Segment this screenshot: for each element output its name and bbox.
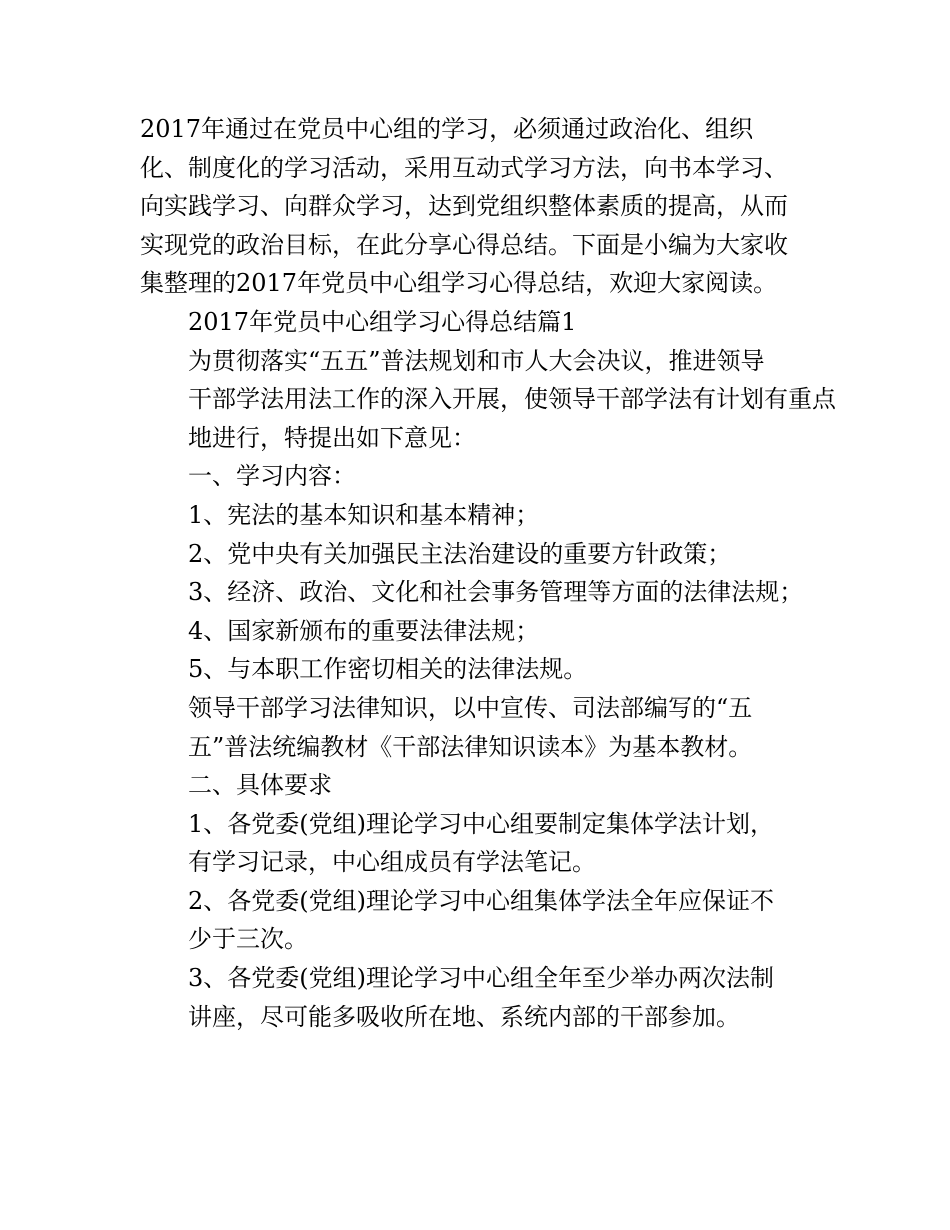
text-line: 领导干部学习法律知识，以中宣传、司法部编写的“五 xyxy=(188,693,753,722)
paragraph xyxy=(140,457,812,496)
text-line: 向实践学习、向群众学习，达到党组织整体素质的提高，从而 xyxy=(140,192,788,221)
paragraph xyxy=(140,303,812,342)
paragraph xyxy=(140,882,812,959)
paragraph xyxy=(140,342,836,458)
paragraph xyxy=(140,805,812,882)
text-line: 2017年通过在党员中心组的学习，必须通过政治化、组织 xyxy=(140,115,754,143)
text-line: 集整理的2017年党员中心组学习心得总结，欢迎大家阅读。 xyxy=(140,269,778,298)
text-line: 二、具体要求 xyxy=(188,771,332,800)
text-line: 1、各党委(党组)理论学习中心组要制定集体学法计划， xyxy=(188,809,774,838)
text-line: 3、各党委(党组)理论学习中心组全年至少举办两次法制 xyxy=(188,964,774,993)
text-line: 4、国家新颁布的重要法律法规； xyxy=(188,616,540,645)
text-line: 少于三次。 xyxy=(188,925,308,954)
text-line: 为贯彻落实“五五”普法规划和市人大会决议，推进领导 xyxy=(188,346,765,375)
text-line: 3、经济、政治、文化和社会事务管理等方面的法律法规； xyxy=(188,578,804,607)
paragraph xyxy=(140,496,812,535)
paragraph xyxy=(140,959,812,1036)
text-line: 五”普法统编教材《干部法律知识读本》为基本教材。 xyxy=(188,732,753,761)
paragraph xyxy=(140,535,812,574)
text-line: 2017年党员中心组学习心得总结篇1 xyxy=(188,307,577,336)
text-line: 有学习记录，中心组成员有学法笔记。 xyxy=(188,848,596,877)
text-line: 2、各党委(党组)理论学习中心组集体学法全年应保证不 xyxy=(188,886,774,915)
paragraph xyxy=(140,573,812,612)
paragraph xyxy=(140,766,812,805)
paragraph xyxy=(140,650,812,689)
text-line: 干部学法用法工作的深入开展，使领导干部学法有计划有重点 xyxy=(188,385,836,414)
text-line: 化、制度化的学习活动，采用互动式学习方法，向书本学习、 xyxy=(140,153,788,182)
text-line: 2、党中央有关加强民主法治建设的重要方针政策； xyxy=(188,539,732,568)
paragraph xyxy=(140,110,812,303)
text-line: 实现党的政治目标，在此分享心得总结。下面是小编为大家收 xyxy=(140,230,788,259)
text-line: 讲座，尽可能多吸收所在地、系统内部的干部参加。 xyxy=(188,1002,740,1031)
text-line: 5、与本职工作密切相关的法律法规。 xyxy=(188,655,588,684)
text-line: 1、宪法的基本知识和基本精神； xyxy=(188,500,540,529)
paragraph xyxy=(140,612,812,651)
text-line: 地进行，特提出如下意见： xyxy=(188,423,476,452)
paragraph xyxy=(140,689,812,766)
document-page xyxy=(140,110,836,1036)
text-line: 一、学习内容： xyxy=(188,462,356,491)
